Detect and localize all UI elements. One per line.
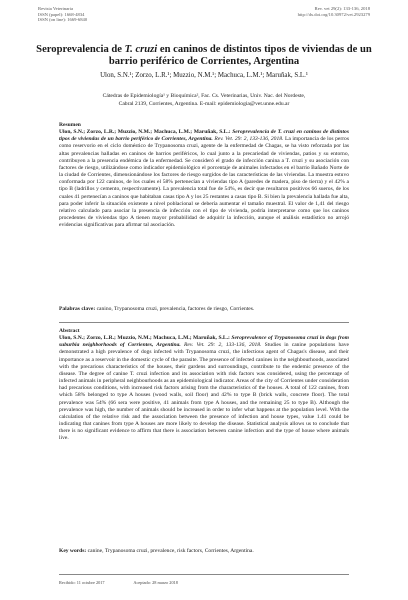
abstract-heading: Abstract [59, 328, 80, 334]
journal-header-right [298, 6, 370, 17]
resumen-section [59, 122, 349, 229]
accepted-date: Aceptado: 28 marzo 2018 [133, 580, 178, 585]
issn-online: ISSN (on line): 1669-6840 [38, 17, 88, 23]
resumen-heading: Resumen [59, 122, 81, 128]
journal-name: Revista Veterinaria [38, 6, 73, 11]
issn-print: ISSN (papel): 1668-4834 [38, 11, 85, 17]
doi-link[interactable]: http://dx.doi.org/10.30972/vet.2923279 [297, 11, 370, 17]
abstract-text: Ulon, S.N.; Zorzo, L.R.; Muzzio, N.M.; Machuca, L.M.; Maruñak, S.L.: Seroprevalence of Trypanosoma cruzi in dogs from suburbia neighborhoods of Corrientes, Argentina. Rev. Vet. 29: 2, 133-136, 2018. Studies in canine populations have demonstrated a high prevalence of dogs infected with Trypanosoma cruzi, the infectious agent of Chagas's disease, and their importance as a reservoir in the domestic cycle of the parasite. The presence of infected canines in the neighbourhoods, associated with the precarious characteristics of the houses, their gardens and surroundings, contribute to the endemic presence of the disease. The degree of canine T. cruzi infection and its association with risk factors was considered, using the percentage of infected animals in peripheral neighbourhoods as an epidemiological indicator. Areas of the city of Corrientes under consideration had precarious conditions, with increased risk factors arising from the characteristics of the houses. A total of 122 canines, from which 58% belonged to type A houses (wood walls, soil floor) and 42% to type B (brick walls, concrete floor). The total prevalence was 54% (66 sera were positive, 41 animals from type A houses, and the remaining 25 to type B). Although the prevalence was high, the number of animals should be increased in order to infer what happens at the population level. With the calculation of the relative risk and the association between the presence of infection and house types, value 1.41 could be indicating that canines from type A houses are more likely to develop the disease. Statistical analysis allows us to conclude that there is no significant evidence to affirm that there is association between canine infection and the type of house where animals live. [59, 335, 349, 442]
abstract-section [59, 328, 349, 443]
author-list: Ulon, S.N.¹; Zorzo, L.R.¹; Muzzio, N.M.¹; Machuca, L.M.¹; Maruñak, S.L.¹ [100, 72, 308, 79]
article-title: Seroprevalencia de T. cruzi en caninos de distintos tipos de viviendas de un barrio periférico de Corrientes, Argentina [36, 44, 372, 68]
footer-dates [59, 580, 206, 585]
citation-volume: Rev. vet 29(2): 133-136, 2018 [314, 6, 370, 11]
section-divider [59, 322, 349, 323]
resumen-text: Ulon, S.N.; Zorzo, L.R.; Muzzio, N.M.; Machuca, L.M.; Maruñak, S.L.: Seroprevalencia de T. cruzi en caninos de distintos tipos de viviendas de un barrio periférico de Corrientes, Argentina. Rev. Vet. 29: 2, 133-136, 2018. La importancia de los perros como reservorio en el ciclo doméstico de Trypanosoma cruzi, agente de la enfermedad de Chagas, se ha visto reforzada por las altas prevalencias halladas en caninos de barrios periféricos, lo cual junto a la precariedad de viviendas, patios y su entorno, contribuyen a la presencia endémica de la enfermedad. Se consideró el grado de infección canina a T. cruzi y su asociación con factores de riesgo, utilizándose como indicador epidemiológico el porcentaje de animales infectados en el barrio Bañado Norte de la ciudad de Corrientes, dimensionándose los factores de riesgo surgidos de las características de las viviendas. La muestra estuvo conformada por 122 caninos, de los cuales el 58% pertenecían a viviendas tipo A (paredes de madera, piso de tierra) y el 42% a tipo B (ladrillos y cemento, respectivamente). La prevalencia total fue de 54%, es decir que resultaron positivos 66 sueros, de los cuales 41 pertenecían a caninos que habitaban casas tipo A y los 25 restantes a casas tipo B. Si bien la prevalencia hallada fue alta, para poder inferir la situación existente a nivel poblacional se debería aumentar el tamaño muestral. El valor de 1,41 del riesgo relativo calculado para asociar la presencia de infección con el tipo de vivienda, podría interpretarse como que los caninos procedentes de viviendas tipo A tienen mayor probabilidad de adquirir la infección, aunque el análisis estadístico no arrojó evidencias significativas para afirmar tal asociación. [59, 129, 349, 229]
keywords-en: Key words: canine, Trypanosoma cruzi, prevalence, risk factors, Corrientes, Argentina. [59, 548, 254, 554]
journal-header-left [38, 6, 87, 23]
received-date: Recibido: 11 octubre 2017 [59, 580, 105, 585]
affiliation: Cátedras de Epidemiología¹ y Bioquímica², Fac. Cs. Veterinarias, Univ. Nac. del Nordeste, Cabral 2139, Corrientes, Argentina. E-mail: epidemiologia@vet.unne.edu.ar [102, 93, 306, 107]
keywords-es: Palabras clave: canino, Trypanosoma cruzi, prevalencia, factores de riesgo, Corrientes. [59, 306, 255, 312]
footer-divider [59, 574, 349, 575]
